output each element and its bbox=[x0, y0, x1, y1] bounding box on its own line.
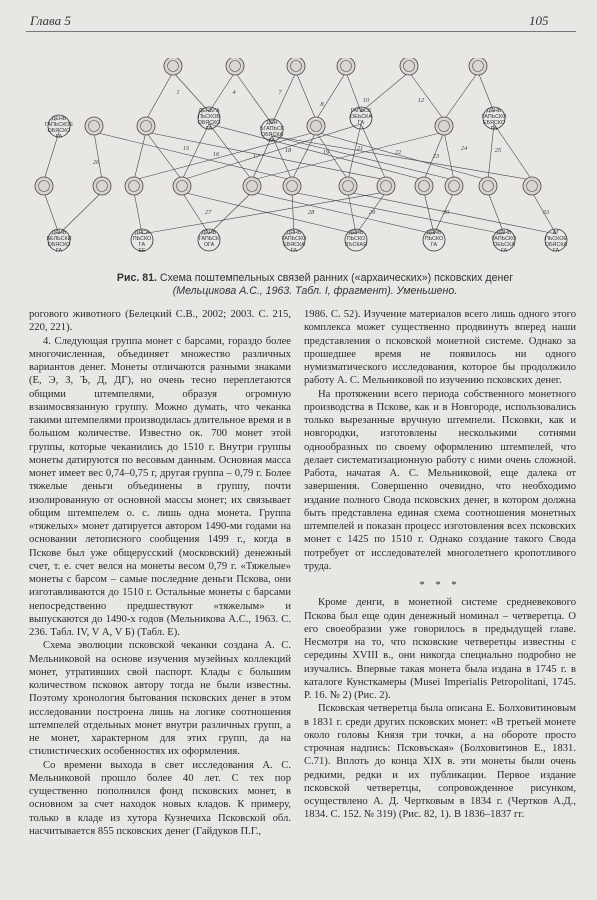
die-link-line bbox=[316, 132, 488, 180]
figure-caption bbox=[110, 272, 520, 298]
die-number: 18 bbox=[284, 147, 292, 154]
die-link-line bbox=[488, 124, 494, 180]
coin-image bbox=[479, 177, 497, 195]
die-inscription-text: ДЕНЬ bbox=[51, 116, 67, 122]
die-link-line bbox=[296, 72, 316, 120]
paragraph: Со времени выхода в свет исследования А. С. Мельниковой прошло более 40 лет. С тех пор существенно пополнился фонд псковских монет, в основном за счет находок новых кладов. К примеру, только в кладе из хутора Кузнечиха Псковской обл. насчитывается 855 псковских денег (Гайдуков П.Г., bbox=[29, 759, 291, 837]
die-link-line bbox=[182, 124, 209, 180]
coin-image bbox=[415, 177, 433, 195]
coin-image bbox=[173, 177, 191, 195]
die-number: 27 bbox=[204, 209, 212, 216]
die-number: 29 bbox=[368, 209, 376, 216]
die-inscription-text: ПЬСКОЕ bbox=[544, 236, 568, 242]
die-number: 7 bbox=[278, 89, 282, 96]
die-inscription-text: ГА bbox=[55, 248, 63, 254]
coin-image bbox=[523, 177, 541, 195]
die-number: 16 bbox=[212, 151, 220, 158]
die-link-line bbox=[146, 132, 182, 180]
die-link-line bbox=[272, 136, 454, 180]
die-number: 4 bbox=[232, 89, 236, 96]
die-link-line bbox=[348, 192, 556, 234]
die-link-line bbox=[146, 72, 173, 120]
paragraph: 1986. С. 52). Изучение материалов всего лишь одного этого комплекса может существенно продвинуть вперед наши представления о псковской монетной системе. Однако за прошедшее время не появилось ни одного нумизматического исследования, которое бы продолжило работу А. С. Мельниковой по изучению псковских денег. bbox=[304, 309, 576, 387]
die-inscription-text: ГАПЬСКО bbox=[481, 114, 507, 120]
paragraph: На протяжении всего периода собственного монетного производства в Пскове, как и в Новгороде, использовались только вырезанные вручную штемпели. Псковки, как и новгородки, изготовлены несколькими сотнями однообразных по своему оформлению штемпелей, что делает систематизационную работу с ними очень сложной. Работа, начатая А. С. Мельниковой, еще далека от завершения. Совершенно очевидно, что необходимо издание полного Свода псковских денег, в котором должна быть представлена единая схема соотношения монетных штемпелей и показан процесс изготовления всех псковских монет с 1425 по 1510 г. Однако создание такого Свода потребует от исследователей многолетнего кропотливого труда. bbox=[304, 388, 576, 572]
die-inscription-text: АГ bbox=[552, 230, 560, 236]
section-divider: * * * bbox=[419, 580, 461, 591]
die-inscription-text: ДЕНЬ bbox=[51, 230, 67, 236]
die-link-line bbox=[44, 192, 59, 234]
die-number: 22 bbox=[394, 149, 402, 156]
coin-image bbox=[377, 177, 395, 195]
figure-caption-label: Рис. 81. bbox=[116, 272, 157, 284]
die-inscription-text: ПЬСКО bbox=[346, 236, 366, 242]
die-inscription-text: ОБЯСКО bbox=[197, 120, 221, 126]
die-inscription-text: ДЕНЬ bbox=[486, 108, 502, 114]
die-inscription-text: ГА bbox=[138, 242, 146, 248]
die-inscription-text: ДЕНЬГА bbox=[198, 108, 220, 114]
die-link-line bbox=[316, 72, 346, 120]
die-link-line bbox=[235, 72, 272, 124]
die-link-line bbox=[94, 132, 292, 180]
die-inscription-text: ДЕНЬ bbox=[426, 230, 442, 236]
die-number: 33 bbox=[542, 209, 550, 216]
paragraph: 4. Следующая группа монет с барсами, гораздо более многочисленная, объединяет множество различных вариантов денег. Монеты отличаются разными знаками (Е, Э, З, Ъ, Д, ДГ), но очень тесно переплетаются общими штемпелями, образуя огромную взаимосвязанную группу. Можно думать, что чеканка такими штемпелями производилась длительное время и в большом количестве. Известно ок. 700 монет этой группы, которые чеканились до 1510 г. Внутри группы монеты датируются по весовым данным. Основная масса монет имеет вес 0,74–0,75 г, другая группа – 0,79 г. Более тяжелые деньги объединены в группу, почти изолированную от основной массы монет; их связывает общим штемпелем о. с. лишь одна монета. Группа «тяжелых» монет датируется автором 1490-ми годами на основании летописного сообщения 1499 г., когда в Пскове был уже общерусский (московский) денежный счет, т. е. счет велся на монеты весом 0,79 г. «Тяжелые» монеты с барсом – самые последние деньги Пскова, они изготавливаются до 1510 г. Остальные монеты с барсами непосредственно предшествуют «тяжелым» и выпускаются до 1490-х годов (Мельникова А.С., 1963. С. 236. Табл. IV, V А, V Б) (Табл. Е). bbox=[29, 335, 291, 638]
die-link-line bbox=[348, 124, 361, 180]
left-text-column bbox=[29, 308, 291, 838]
coin-image bbox=[93, 177, 111, 195]
coin-image bbox=[435, 117, 453, 135]
die-inscription-text: ДЕНЬ bbox=[201, 230, 217, 236]
coin-image bbox=[125, 177, 143, 195]
die-link-diagram bbox=[26, 58, 576, 263]
coin-image bbox=[243, 177, 261, 195]
die-inscription-text: ГАПЬСК bbox=[198, 236, 220, 242]
die-inscription-text: ОБЯСКА bbox=[260, 132, 284, 138]
die-link-diagram-svg bbox=[26, 58, 576, 263]
die-link-line bbox=[346, 72, 361, 112]
die-inscription-text: ГА bbox=[357, 120, 365, 126]
die-link-line bbox=[209, 72, 235, 112]
die-number: 24 bbox=[460, 145, 468, 152]
die-inscription-text: ГАПЬСКО bbox=[491, 236, 517, 242]
coin-image bbox=[339, 177, 357, 195]
die-number: 25 bbox=[494, 147, 502, 154]
die-inscription-text: ОБЯСКО bbox=[47, 128, 71, 134]
die-inscription-text: ПЬСКОВ bbox=[197, 114, 221, 120]
die-link-line bbox=[444, 132, 454, 180]
coin-image bbox=[35, 177, 53, 195]
die-inscription-text: ГА bbox=[290, 248, 298, 254]
die-link-line bbox=[478, 72, 494, 112]
die-inscription-text: ГАПЬСКОЕ bbox=[44, 122, 74, 128]
die-number: 17 bbox=[252, 153, 260, 160]
figure-caption-source: (Мельцикова А.С., 1963. Табл. I, фрагмент). Уменьшено. bbox=[172, 285, 458, 297]
die-number: 30 bbox=[442, 209, 450, 216]
die-inscription-text: ОБЯСКО bbox=[47, 242, 71, 248]
die-number: 12 bbox=[417, 97, 425, 104]
die-number: 26 bbox=[92, 159, 100, 166]
die-inscription-text: ПЬСКО bbox=[424, 236, 444, 242]
die-inscription-text: ГА bbox=[268, 138, 276, 144]
die-link-line bbox=[444, 72, 478, 120]
coin-image bbox=[445, 177, 463, 195]
coin-image bbox=[283, 177, 301, 195]
right-text-column bbox=[304, 308, 576, 822]
page-number: 105 bbox=[529, 13, 549, 28]
die-link-line bbox=[361, 72, 409, 112]
die-number: 19 bbox=[322, 149, 330, 156]
die-inscription-text: ОГА bbox=[203, 242, 215, 248]
die-inscription-text: ДЕНЬ bbox=[348, 230, 364, 236]
die-inscription-text: ПЬСКО bbox=[132, 236, 152, 242]
die-link-line bbox=[292, 192, 294, 234]
die-number: 28 bbox=[307, 209, 315, 216]
die-inscription-text: БЕЛЬСКИ bbox=[46, 236, 72, 242]
die-inscription-text: ЬГАПЬСК bbox=[260, 126, 284, 132]
die-number: 10 bbox=[362, 97, 370, 104]
die-link-line bbox=[292, 192, 504, 234]
die-link-line bbox=[424, 192, 434, 234]
die-inscription-text: ГА bbox=[205, 126, 213, 132]
coin-image bbox=[307, 117, 325, 135]
die-inscription-text: ЕБЯСКА bbox=[283, 242, 305, 248]
die-inscription-text: ГАПЬСКО bbox=[281, 236, 307, 242]
die-inscription-text: ДЕСА bbox=[134, 230, 150, 236]
die-inscription-text: ГА bbox=[500, 248, 508, 254]
die-inscription-text: ДЕНЬ bbox=[286, 230, 302, 236]
figure-caption-text: Схема поштемпельных связей ранних («архаических») псковских денег bbox=[159, 272, 514, 284]
coin-image bbox=[85, 117, 103, 135]
die-number: 8 bbox=[320, 101, 324, 108]
die-link-line bbox=[94, 132, 102, 180]
die-link-line bbox=[272, 72, 296, 124]
die-number: 1 bbox=[176, 89, 180, 96]
die-inscription-text: ДЕНЬ bbox=[496, 230, 512, 236]
die-inscription-text: ОБЯСКА bbox=[544, 242, 568, 248]
die-inscription-text: ГА bbox=[55, 134, 63, 140]
die-inscription-text: ОЕЬСКА bbox=[493, 242, 515, 248]
die-link-line bbox=[488, 192, 504, 234]
die-inscription-text: ГА bbox=[552, 248, 560, 254]
die-link-line bbox=[209, 192, 252, 234]
die-link-line bbox=[252, 192, 434, 234]
die-link-line bbox=[409, 72, 444, 120]
coin-image bbox=[137, 117, 155, 135]
die-number: 15 bbox=[182, 145, 190, 152]
die-inscription-text: ЕЕ bbox=[138, 248, 146, 254]
die-link-line bbox=[142, 192, 386, 234]
paragraph: рогового животного (Белецкий С.В., 2002; 2003. С. 215, 220, 221). bbox=[29, 309, 291, 334]
die-inscription-text: ГА bbox=[490, 126, 498, 132]
die-number: 21 bbox=[356, 145, 364, 152]
die-inscription-text: ЕБЯСКО bbox=[482, 120, 506, 126]
paragraph: Псковская четверетца была описана Е. Болховитиновым в 1831 г. среди других псковских монет: «В третьей монете около головы Князя три точки, а на обороте просто строчная надпись: Псковъская» (Болховитинов Е., 1831. С.71). Вплоть до конца XIX в. эти монеты были очень редкими, редки и их публикации. Первое издание псковской четверетцы, сопровожденное рисунком, осуществлено А. Д. Чертковым в 1834 г. (Чертков А.Д., 1834. С. 152. № 319) (Рис. 82, 1). В 1836–1837 гг. bbox=[304, 703, 576, 821]
die-link-line bbox=[134, 132, 146, 180]
die-inscription-text: ОЕЬСКА bbox=[350, 114, 372, 120]
die-link-line bbox=[59, 192, 102, 234]
die-inscription-text: ГА bbox=[430, 242, 438, 248]
paragraph: Схема эволюции псковской чеканки создана А. С. Мельниковой на основе изучения музейных коллекций монет, утративших свой паспорт. Клады с большим количеством псковок автору тогда не были известны. Поэтому хронология бытования псковских денег в этом исследовании построена лишь на логике соотношения штемпелей отдельных монет внутри различных групп, а не монет, характерном для этих групп, да на стилистических особенностях их оформления. bbox=[29, 640, 291, 758]
paragraph: Кроме денги, в монетной системе средневекового Пскова был еще один денежный номинал – четверетца. О его своеобразии уже говорилось в предыдущей главе. Несмотря на то, что псковские четверетцы известны с середины XVIII в., они никогда специально подробно не изучались. Впервые такая монета была издана в 1745 г. в каталоге Кунсткамеры (Musei Imperialis Petropolitani, 1745. P. 16. № 2) (Рис. 2). bbox=[304, 597, 576, 701]
running-header-chapter: Глава 5 bbox=[30, 13, 71, 28]
header-rule bbox=[26, 31, 576, 32]
die-inscription-text: ДЕН bbox=[266, 120, 278, 126]
die-inscription-text: ГАПЬСК bbox=[350, 108, 372, 114]
die-link-line bbox=[134, 192, 142, 234]
die-inscription-text: ВЪСКАЯ bbox=[344, 242, 368, 248]
die-number: 23 bbox=[432, 153, 440, 160]
